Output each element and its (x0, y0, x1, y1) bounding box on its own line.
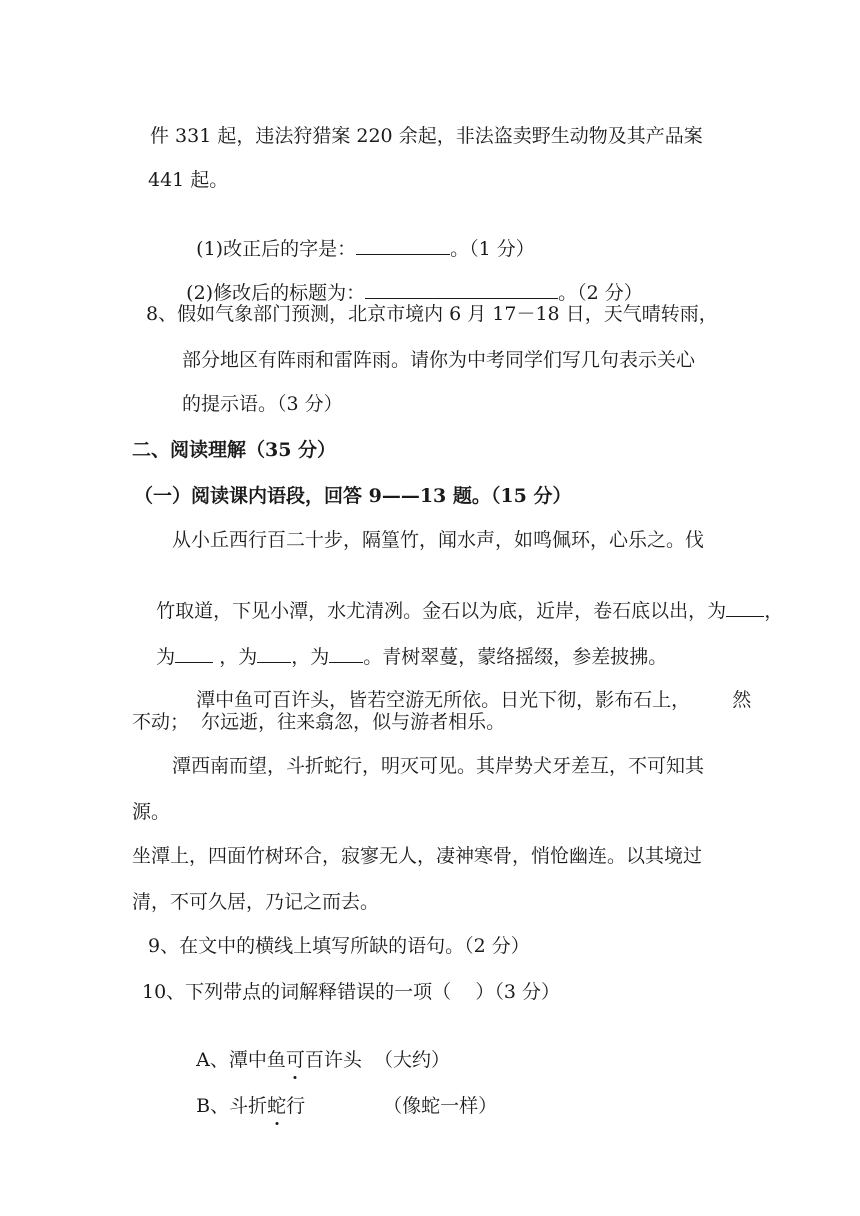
question-8-line: 8、假如气象部门预测，北京市境内 6 月 17－18 日，天气晴转雨， (146, 303, 718, 325)
answer-blank[interactable] (257, 644, 291, 663)
passage-line: 潭西南而望，斗折蛇行，明灭可见。其岸势犬牙差互，不可知其 (172, 755, 705, 777)
question-9: 9、在文中的横线上填写所缺的语句。（2 分） (148, 935, 530, 957)
passage-text: 为 (156, 646, 176, 668)
answer-blank[interactable] (329, 644, 363, 663)
passage-line: 从小丘西行百二十步，隔篁竹，闻水声，如鸣佩环，心乐之。伐 (172, 529, 705, 551)
answer-blank[interactable] (175, 644, 213, 663)
passage-text: 。青树翠蔓，蒙络摇缀，参差披拂。 (363, 646, 668, 668)
passage-line: 清，不可久居，乃记之而去。 (132, 891, 380, 913)
passage-text: 潭中鱼可百许头，皆若空游无所依。日光下彻，影布石上， (196, 689, 691, 711)
answer-blank[interactable] (726, 598, 764, 617)
option-text: 百许头 (304, 1049, 362, 1071)
option-text: A、潭中鱼 (196, 1049, 286, 1071)
passage-line: 坐潭上，四面竹树环合，寂寥无人，凄神寒骨，悄怆幽连。以其境过 (132, 845, 703, 867)
passage-text: 竹取道，下见小潭，水尤清冽。金石以为底，近岸，卷石底以出，为 (156, 600, 727, 622)
passage-text: ， (764, 600, 784, 622)
subsection-heading: （一）阅读课内语段，回答 9——13 题。（15 分） (134, 485, 572, 507)
answer-blank[interactable] (365, 280, 558, 299)
question-score: 。（1 分） (450, 238, 535, 260)
text-line: 件 331 起，违法狩猎案 220 余起，非法盗卖野生动物及其产品案 (150, 125, 703, 147)
question-text: (2)修改后的标题为： (186, 282, 366, 304)
option-note: （像蛇一样） (383, 1095, 498, 1117)
passage-line: 源。 (132, 801, 171, 823)
question-8-line: 的提示语。（3 分） (182, 393, 343, 415)
passage-line: 不动； 尔远逝，往来翕忽，似与游者相乐。 (132, 711, 506, 733)
question-score: 。（2 分） (558, 282, 643, 304)
option-text: B、斗折 (196, 1095, 268, 1117)
option-note: （大约） (373, 1049, 450, 1071)
passage-text: ，为 (213, 646, 258, 668)
dotted-character: 可 (285, 1049, 305, 1071)
dotted-character: 蛇 (267, 1095, 287, 1117)
passage-text: ，为 (291, 646, 330, 668)
section-heading: 二、阅读理解（35 分） (132, 439, 337, 461)
option-b[interactable] (172, 1070, 497, 1142)
question-8-line: 部分地区有阵雨和雷阵雨。请你为中考同学们写几句表示关心 (182, 349, 696, 371)
answer-blank[interactable] (356, 236, 450, 255)
question-text: (1)改正后的字是： (196, 238, 357, 260)
passage-text: 然 (732, 689, 752, 711)
option-text: 行 (286, 1095, 306, 1117)
question-10: 10、下列带点的词解释错误的一项（ ）（3 分） (142, 981, 560, 1003)
text-line: 441 起。 (148, 169, 229, 191)
